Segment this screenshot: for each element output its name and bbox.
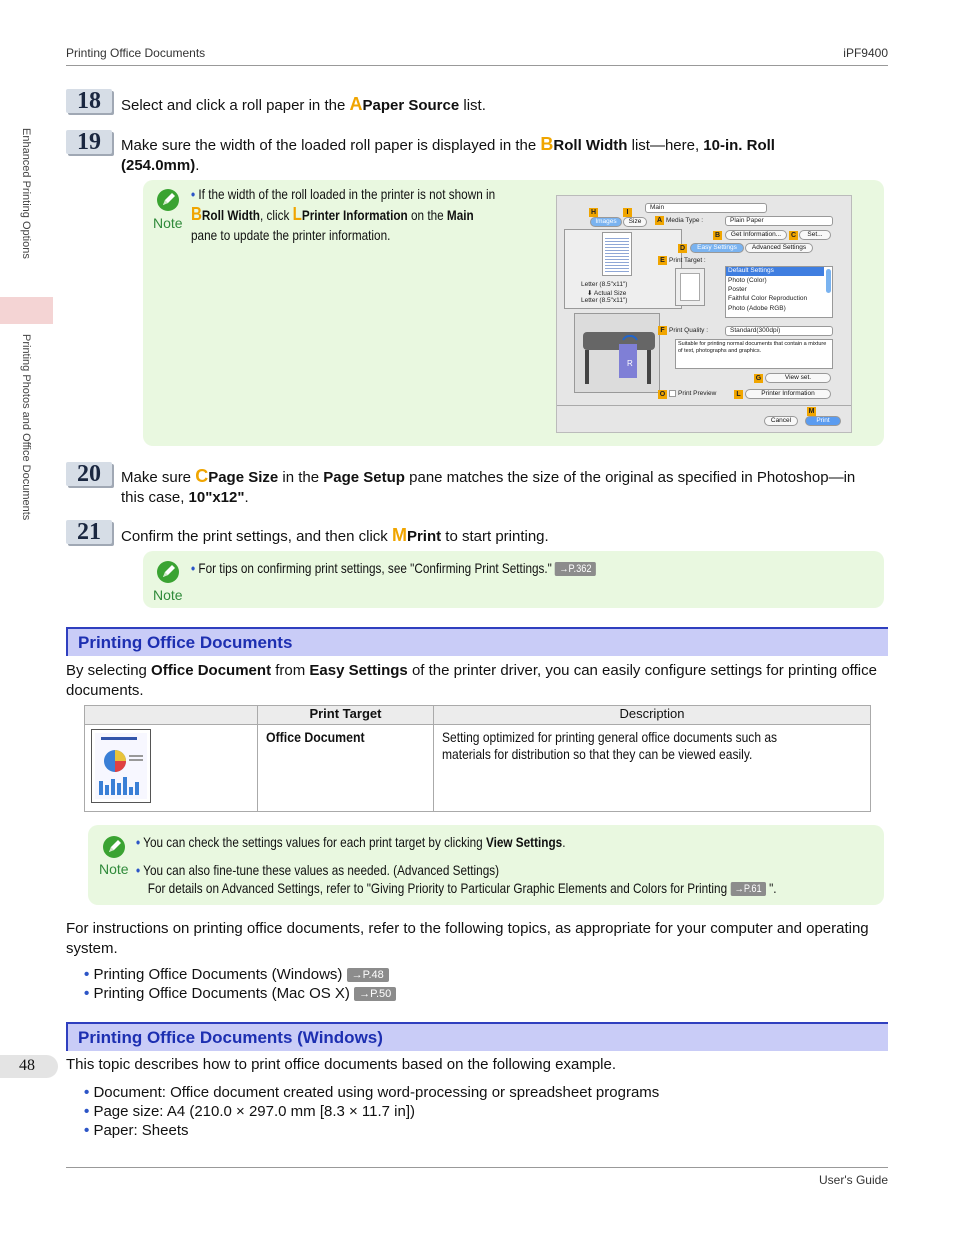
marker-b: B xyxy=(714,232,721,239)
note-2-text: • For tips on confirming print settings, see "Confirming Print Settings." →P.362 xyxy=(191,558,729,578)
footer-rule xyxy=(66,1167,888,1168)
office-document-description: Setting optimized for printing general office documents such as materials for distribution so that they can be viewed easily. xyxy=(434,725,871,812)
print-target-list[interactable] xyxy=(725,266,833,318)
tab-easy-settings[interactable]: Easy Settings xyxy=(690,243,744,253)
list-item: • Printing Office Documents (Mac OS X) →P.50 xyxy=(84,984,396,1004)
marker-g: G xyxy=(755,375,762,382)
marker-c: C xyxy=(790,232,797,239)
section-2-intro: This topic describes how to print office documents based on the following example. xyxy=(66,1056,617,1073)
svg-text:R: R xyxy=(627,359,633,368)
print-target-table xyxy=(84,705,871,812)
print-quality-popup[interactable]: Standard(300dpi) xyxy=(725,326,833,336)
marker-d: D xyxy=(679,245,686,252)
section-heading-windows: Printing Office Documents (Windows) xyxy=(66,1022,888,1051)
paper-size-label: Letter (8.5"x11") xyxy=(581,281,628,288)
note-pencil-icon xyxy=(157,189,179,211)
page-ref-link[interactable]: →P.362 xyxy=(555,562,596,576)
target-description-box: Suitable for printing normal documents that contain a mixture of text, photographs and graphics. xyxy=(675,339,833,369)
step-20-number: 20 xyxy=(66,462,112,486)
set-button[interactable]: Set... xyxy=(799,230,831,240)
view-settings-button[interactable]: View set. xyxy=(765,373,831,383)
printer-driver-screenshot: Main H I Images Size Letter (8.5"x11") ⬇ Actual Size Letter (8.5"x11") R A Media Type : Plain Paper B Get Information... C Set... D Easy Settings Advanced Settings E Print Target : Default Settings Photo (Color) Poster Faithful Color Reproduction Photo (Adobe RGB) F Print Quality : Standard(300dpi) Suitable for printing normal documents that contain a mixture of text, photographs and graphics. G View set. O Print Preview L Printer Information M Cancel Print xyxy=(556,195,852,433)
page-ref-link[interactable]: →P.48 xyxy=(347,968,389,982)
footer-guide: User's Guide xyxy=(819,1173,888,1187)
table-header-description: Description xyxy=(434,706,871,725)
note-label: Note xyxy=(153,587,183,603)
section-1-instructions: For instructions on printing office documents, refer to the following topics, as appropriate for your computer and operating system. xyxy=(66,920,869,957)
target-option[interactable]: Photo (Adobe RGB) xyxy=(728,305,786,312)
list-item: • Printing Office Documents (Windows) →P.48 xyxy=(84,965,389,985)
step-21-number: 21 xyxy=(66,520,112,544)
note-3-item-2: • You can also fine-tune these values as needed. (Advanced Settings) For details on Advanced Settings, refer to "Giving Priority to Particular Graphic Elements and Colors for Printing →P.61 ". xyxy=(136,862,777,896)
header-rule xyxy=(66,65,888,66)
target-option[interactable]: Faithful Color Reproduction xyxy=(728,295,808,302)
step-18-number: 18 xyxy=(66,89,112,113)
tab-images[interactable]: Images xyxy=(590,217,622,227)
list-item: • Page size: A4 (210.0 × 297.0 mm [8.3 × 11.7 in]) xyxy=(84,1103,416,1120)
sidebar-chapter: Enhanced Printing Options xyxy=(20,128,32,259)
print-button[interactable]: Print xyxy=(805,416,841,426)
section-heading-office-documents: Printing Office Documents xyxy=(66,627,888,656)
target-thumbnail xyxy=(675,268,705,306)
step-20-text: Make sure CPage Size in the Page Setup pane matches the size of the original as specified in Photoshop—in this case, 10"x12". xyxy=(121,466,856,506)
table-header-target: Print Target xyxy=(257,706,433,725)
note-label: Note xyxy=(153,215,183,231)
link-windows[interactable]: Printing Office Documents (Windows) xyxy=(93,966,347,983)
page-ref-link[interactable]: →P.50 xyxy=(354,987,396,1001)
marker-m: M xyxy=(808,408,815,415)
tab-advanced-settings[interactable]: Advanced Settings xyxy=(745,243,813,253)
target-option[interactable]: Photo (Color) xyxy=(728,277,767,284)
tab-size[interactable]: Size xyxy=(623,217,647,227)
print-preview-checkbox[interactable] xyxy=(669,390,676,397)
marker-i: I xyxy=(623,208,632,217)
main-popup[interactable]: Main xyxy=(645,203,767,213)
header-title: Printing Office Documents xyxy=(66,46,206,60)
link-mac[interactable]: Printing Office Documents (Mac OS X) xyxy=(93,985,355,1002)
table-header-image xyxy=(85,706,258,725)
marker-o: O xyxy=(659,391,666,398)
page-number: 48 xyxy=(19,1057,35,1074)
list-item: • Document: Office document created using word-processing or spreadsheet programs xyxy=(84,1084,660,1101)
note-3-item-1: • You can check the settings values for each print target by clicking View Settings. xyxy=(136,834,566,850)
office-document-thumbnail xyxy=(85,725,258,812)
target-option[interactable]: Poster xyxy=(728,286,747,293)
table-header-row xyxy=(85,706,871,725)
step-19-number: 19 xyxy=(66,130,112,154)
step-19-text: Make sure the width of the loaded roll paper is displayed in the BRoll Width list—here, 10-in. Roll (254.0mm). xyxy=(121,134,775,174)
note-label: Note xyxy=(99,861,129,877)
note-pencil-icon xyxy=(157,561,179,583)
marker-a: A xyxy=(656,217,663,224)
printer-illustration xyxy=(574,313,660,393)
sidebar-section: Printing Photos and Office Documents xyxy=(20,334,32,521)
actual-size-label: ⬇ Actual Size xyxy=(587,290,627,297)
target-option[interactable]: Default Settings xyxy=(728,267,774,274)
section-1-intro: By selecting Office Document from Easy Settings of the printer driver, you can easily configure settings for printing office documents. xyxy=(66,662,877,699)
marker-h: H xyxy=(590,209,597,216)
cancel-button[interactable]: Cancel xyxy=(764,416,798,426)
marker-f: F xyxy=(658,326,667,335)
office-document-target: Office Document xyxy=(257,725,433,812)
marker-l: L xyxy=(734,390,743,399)
step-18-text: Select and click a roll paper in the APaper Source list. xyxy=(121,94,486,114)
media-type-popup[interactable]: Plain Paper xyxy=(725,216,833,226)
step-21-text: Confirm the print settings, and then click MPrint to start printing. xyxy=(121,525,549,545)
page-ref-link[interactable]: →P.61 xyxy=(730,882,765,896)
note-pencil-icon xyxy=(103,836,125,858)
get-information-button[interactable]: Get Information... xyxy=(725,230,787,240)
table-row xyxy=(85,725,871,812)
list-item: • Paper: Sheets xyxy=(84,1122,189,1139)
sidebar-tab-highlight xyxy=(0,297,53,324)
output-size-label: Letter (8.5"x11") xyxy=(581,297,628,304)
printer-information-button[interactable]: Printer Information xyxy=(745,389,831,399)
note-1-text: • If the width of the roll loaded in the printer is not shown in BRoll Width, click LPrinter Information on the Main pane to update the printer information. xyxy=(191,186,496,243)
header-model: iPF9400 xyxy=(843,46,888,60)
marker-e: E xyxy=(658,256,667,265)
